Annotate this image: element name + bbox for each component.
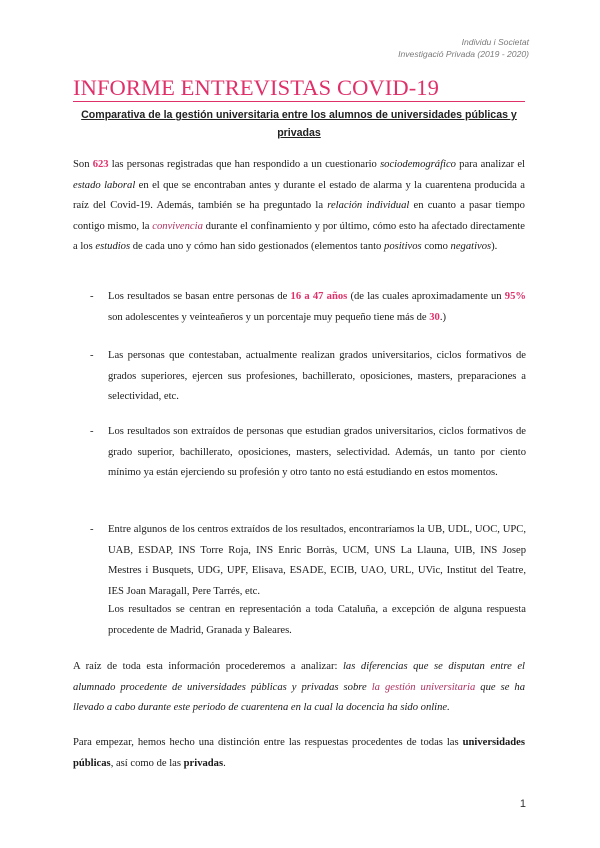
bullet-dash: - [90, 291, 94, 302]
bullet-study-types: Los resultados son extraídos de personas que estudian grados universitarios, ciclos formativos de grado superior, bachillerato, oposiciones, masters, selectividad. Además, un tanto por ciento mínimo ya están ejerciendo su profesión y otro tanto no está estudiando en estos momentos. [108, 426, 526, 478]
header-course: Individu i Societat [461, 37, 529, 47]
header-project: Investigació Privada (2019 - 2020) [398, 49, 529, 59]
bullet-occupations: Las personas que contestaban, actualmente realizan grados universitarios, ciclos formativos de grados superiores, ejercen sus profesiones, bachillerato, oposiciones, masters, preparaciones a selectividad, etc. [108, 350, 526, 402]
closing-paragraph: Para empezar, hemos hecho una distinción entre las respuestas procedentes de todas las universidades públicas, así como de las privadas. [73, 737, 525, 769]
bullet-age-range: Los resultados se basan entre personas de 16 a 47 años (de las cuales aproximadamente un 95% son adolescentes y veinteañeros y un porcentaje muy pequeño tiene más de 30.) [108, 291, 526, 323]
bullet-centers: Entre algunos de los centros extraídos de los resultados, encontraríamos la UB, UDL, UOC, UPC, UAB, ESDAP, INS Torre Roja, INS Enric Borràs, UCM, UNS La Llauna, UIB, INS Josep Mestres i Busquets, UDG, UPF, Elisava, ESADE, ECIB, UAO, URL, UVic, Institut del Teatre, IES Joan Maragall, Pere Tarrés, etc. [108, 524, 526, 597]
respondent-count: 623 [92, 159, 109, 170]
analysis-paragraph: A raíz de toda esta información procederemos a analizar: las diferencias que se disputan entre el alumnado procedente de universidades públicas y privadas sobre la gestión universitaria que se ha llevado a cabo durante este periodo de cuarentena en la cual la docencia ha sido online. [73, 661, 525, 713]
page-title: INFORME ENTREVISTAS COVID-19 [73, 75, 439, 100]
intro-paragraph: Son 623 las personas registradas que han respondido a un cuestionario sociodemográfico para analizar el estado laboral en el que se encontraban antes y durante el estado de alarma y la cuarentena producida a raíz del Covid-19. Además, también se ha preguntado la relación individual en cuanto a pasar tiempo contigo mismo, la convivencia durante el confinamiento y por último, cómo esto ha afectado directamente a los estudios de cada uno y cómo han sido gestionados (elementos tanto positivos como negativos). [73, 159, 526, 252]
bullet-regions: Los resultados se centran en representación a toda Cataluña, a excepción de alguna respuesta procedente de Madrid, Granada y Baleares. [108, 604, 526, 636]
bullet-dash: - [90, 426, 94, 437]
page-subtitle: Comparativa de la gestión universitaria entre los alumnos de universidades públicas y privadas [81, 109, 517, 139]
running-header [398, 36, 529, 60]
title-underline [73, 101, 525, 102]
bullet-dash: - [90, 524, 94, 535]
bullet-dash: - [90, 350, 94, 361]
page-number: 1 [519, 798, 526, 810]
